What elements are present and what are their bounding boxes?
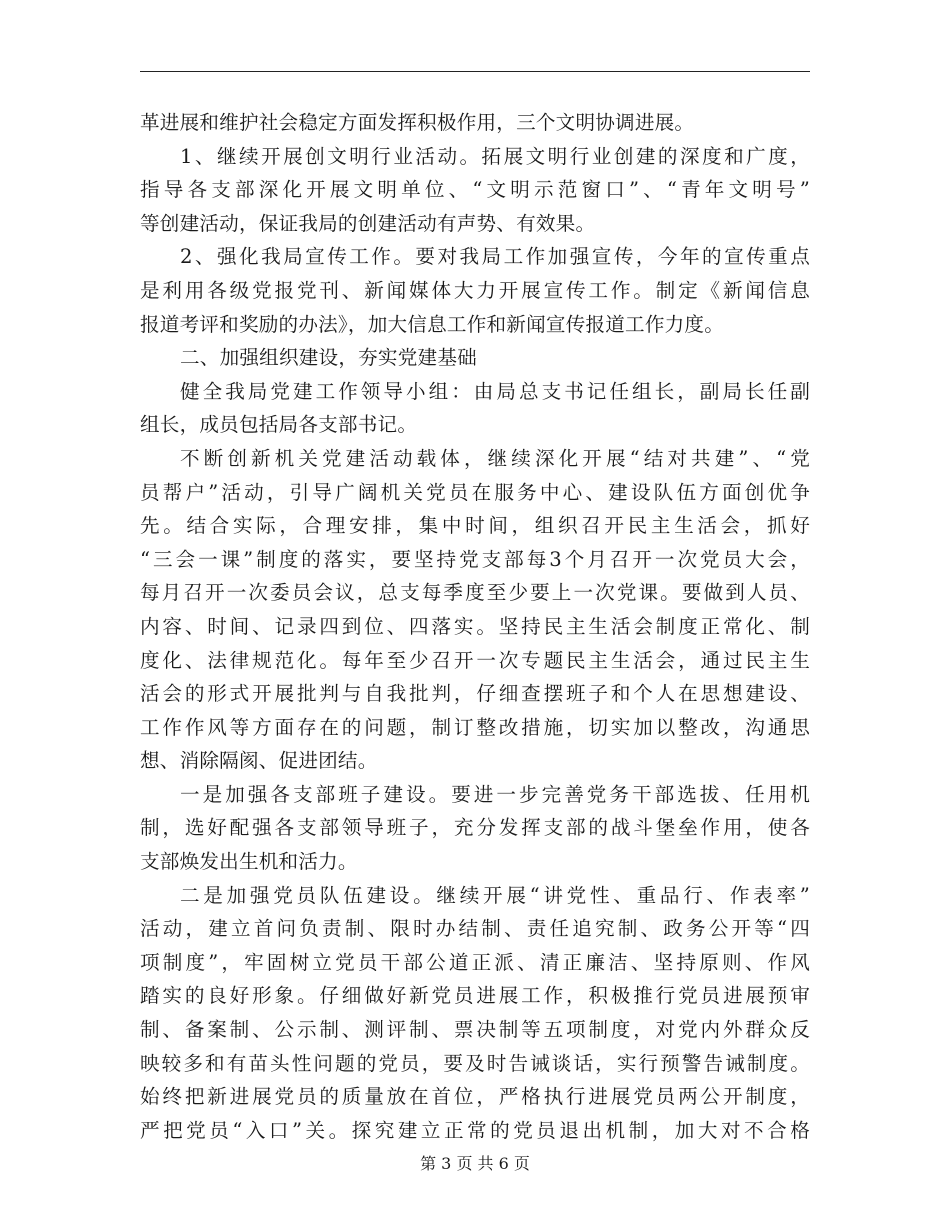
text-line: 项制度”，牢固树立党员干部公道正派、清正廉洁、坚持原则、作风 bbox=[140, 950, 810, 974]
text-line: 踏实的良好形象。仔细做好新党员进展工作，积极推行党员进展预审 bbox=[140, 984, 810, 1008]
text-line: 健全我局党建工作领导小组：由局总支书记任组长，副局长任副 bbox=[180, 379, 810, 403]
text-line: 指导各支部深化开展文明单位、“文明示范窗口”、“青年文明号” bbox=[140, 178, 810, 202]
text-line: 活会的形式开展批判与自我批判，仔细查摆班子和个人在思想建设、 bbox=[140, 682, 810, 706]
text-line: 度化、法律规范化。每年至少召开一次专题民主生活会，通过民主生 bbox=[140, 648, 810, 672]
text-line: 想、消除隔阂、促进团结。 bbox=[140, 749, 378, 773]
text-line: 每月召开一次委员会议，总支每季度至少要上一次党课。要做到人员、 bbox=[140, 581, 810, 605]
text-line: 等创建活动，保证我局的创建活动有声势、有效果。 bbox=[140, 211, 596, 235]
text-line: 革进展和维护社会稳定方面发挥积极作用，三个文明协调进展。 bbox=[140, 111, 695, 134]
text-line: 一是加强各支部班子建设。要进一步完善党务干部选拔、任用机 bbox=[180, 782, 810, 806]
text-line: 1、继续开展创文明行业活动。拓展文明行业创建的深度和广度， bbox=[180, 144, 810, 168]
text-line: 二是加强党员队伍建设。继续开展“讲党性、重品行、作表率” bbox=[180, 883, 810, 907]
text-line: 始终把新进展党员的质量放在首位，严格执行进展党员两公开制度， bbox=[140, 1085, 810, 1109]
text-line: 员帮户”活动，引导广阔机关党员在服务中心、建设队伍方面创优争 bbox=[140, 480, 810, 504]
text-line: 工作作风等方面存在的问题，制订整改措施，切实加以整改，沟通思 bbox=[140, 715, 810, 739]
text-line: 是利用各级党报党刊、新闻媒体大力开展宣传工作。制定《新闻信息 bbox=[140, 278, 810, 302]
text-line: 2、强化我局宣传工作。要对我局工作加强宣传，今年的宣传重点 bbox=[180, 245, 810, 269]
text-line: 制，选好配强各支部领导班子，充分发挥支部的战斗堡垒作用，使各 bbox=[140, 816, 810, 840]
text-line: “三会一课”制度的落实，要坚持党支部每3个月召开一次党员大会， bbox=[140, 547, 810, 571]
text-line: 报道考评和奖励的办法》，加大信息工作和新闻宣传报道工作力度。 bbox=[140, 312, 725, 336]
text-line: 先。结合实际，合理安排，集中时间，组织召开民主生活会，抓好 bbox=[140, 514, 810, 538]
text-line: 组长，成员包括局各支部书记。 bbox=[140, 413, 418, 437]
text-line: 活动，建立首问负责制、限时办结制、责任追究制、政务公开等“四 bbox=[140, 917, 810, 941]
text-line: 不断创新机关党建活动载体，继续深化开展“结对共建”、“党 bbox=[180, 446, 810, 470]
text-line: 二、加强组织建设，夯实党建基础 bbox=[180, 346, 477, 370]
header-rule bbox=[140, 71, 810, 72]
page-number-footer: 第 3 页 共 6 页 bbox=[420, 1154, 530, 1173]
document-body bbox=[140, 106, 810, 1147]
text-line: 严把党员“入口”关。探究建立正常的党员退出机制，加大对不合格 bbox=[140, 1118, 810, 1142]
text-line: 支部焕发出生机和活力。 bbox=[140, 850, 358, 874]
text-line: 制、备案制、公示制、测评制、票决制等五项制度，对党内外群众反 bbox=[140, 1018, 810, 1042]
text-line: 映较多和有苗头性问题的党员，要及时告诫谈话，实行预警告诫制度。 bbox=[140, 1051, 810, 1075]
text-line: 内容、时间、记录四到位、四落实。坚持民主生活会制度正常化、制 bbox=[140, 614, 810, 638]
